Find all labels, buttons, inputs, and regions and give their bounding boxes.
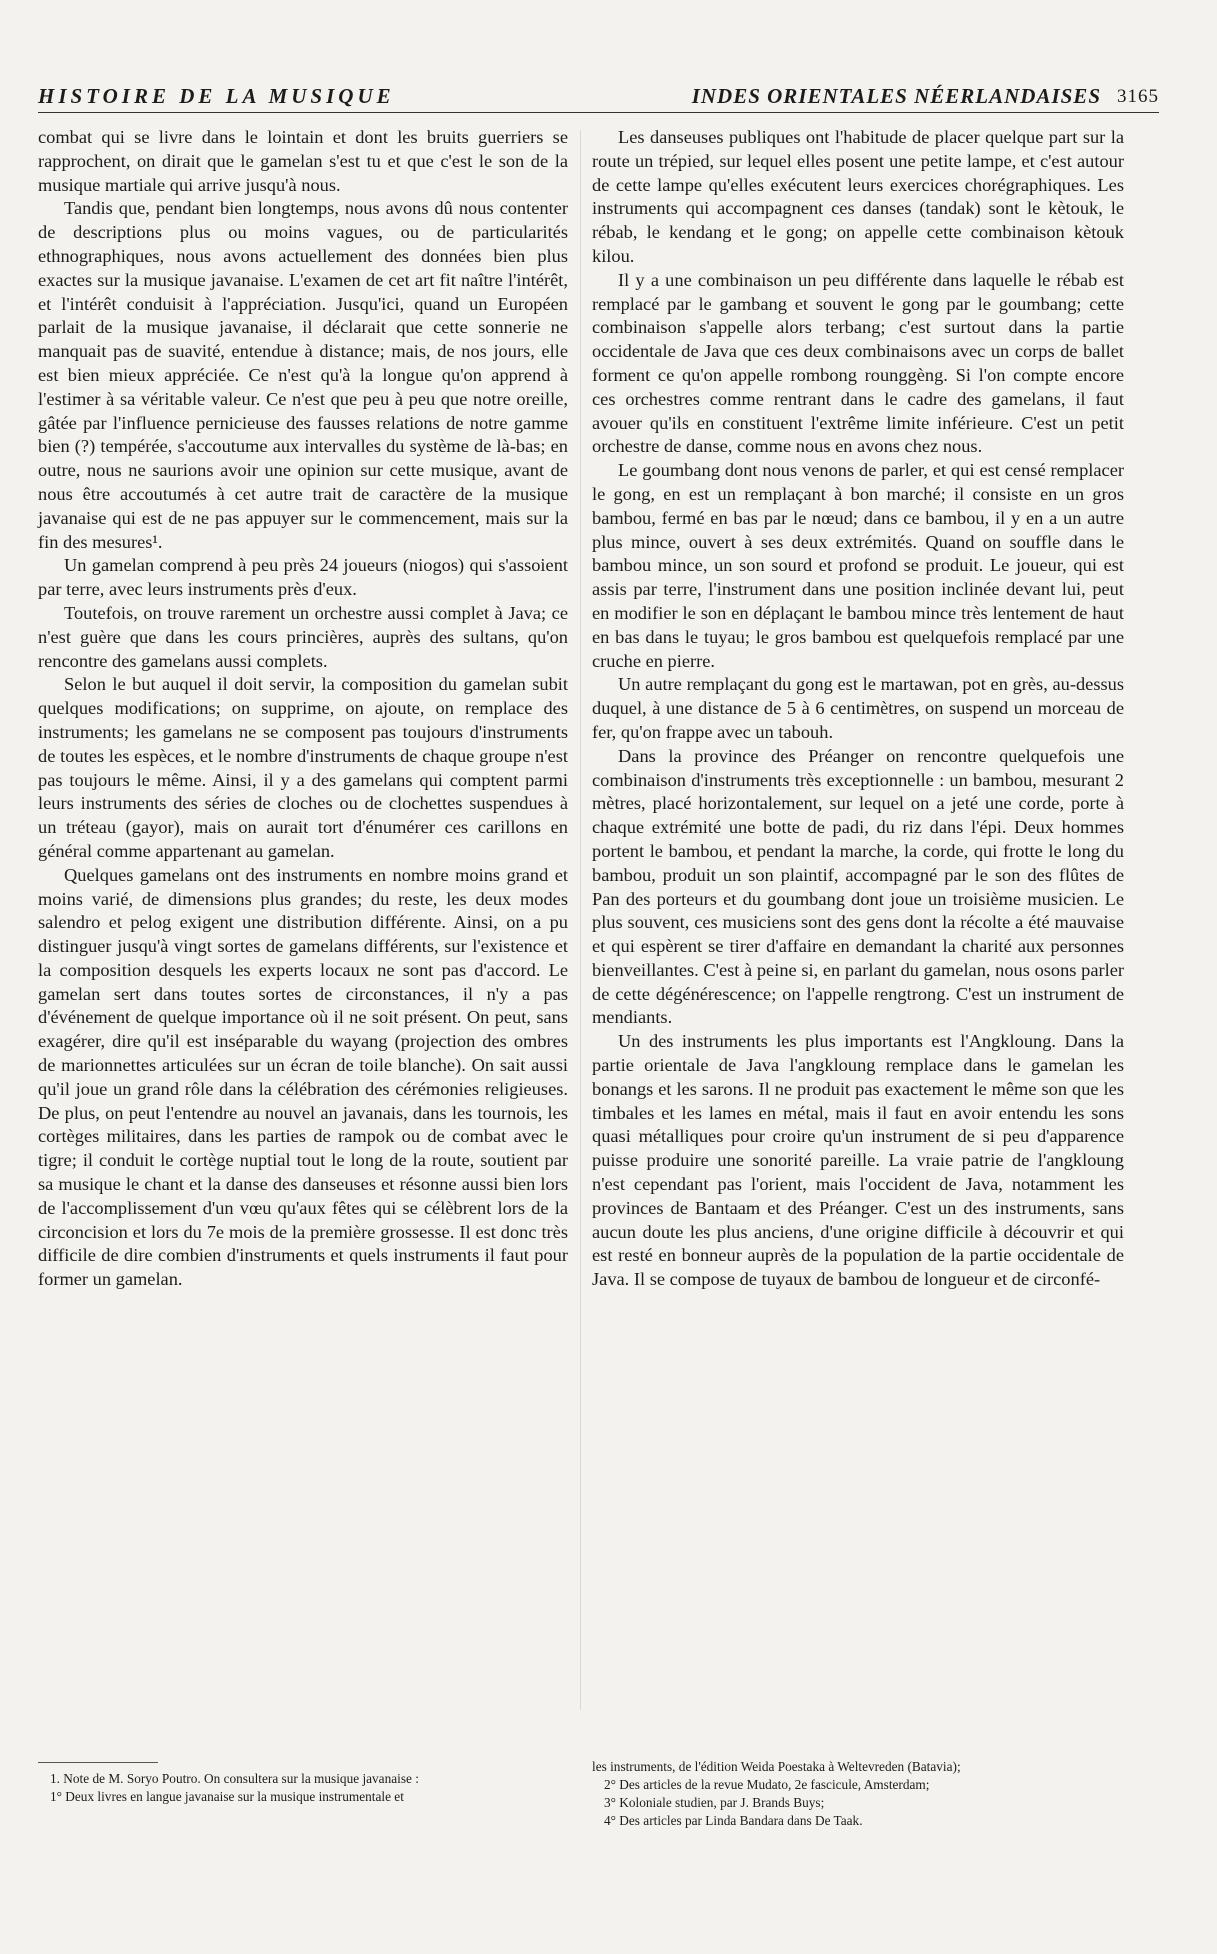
paragraph: Un autre remplaçant du gong est le martawan, pot en grès, au-dessus duquel, à une distance de 5 à 6 centimètres, on suspend un morceau de fer, qu'on frappe avec un tabouh. [592, 674, 1124, 742]
footnote: 2° Des articles de la revue Mudato, 2e fascicule, Amsterdam; [604, 1777, 930, 1792]
page-number: 3165 [1117, 86, 1159, 107]
paragraph: Le goumbang dont nous venons de parler, et qui est censé remplacer le gong, en est un remplaçant à bon marché; il consiste en un gros bambou, fermé en bas par le nœud; dans ce bambou, il y en a un autre plus mince, ouvert à ses deux extrémités. Quand on souffle dans le bambou mince, un son sourd et profond se produit. Le joueur, qui est assis par terre, l'instrument dans une position inclinée devant lui, peut en modifier le son en déplaçant le bambou mince très lentement de haut en bas dans le tuyau; le gros bambou est quelquefois remplacé par une cruche en pierre. [592, 460, 1124, 671]
left-column [38, 126, 568, 1292]
paragraph: Il y a une combinaison un peu différente dans laquelle le rébab est remplacé par le gambang et souvent le gong par le goumbang; cette combinaison s'appelle alors terbang; c'est surtout dans la partie occidentale de Java que ces deux combinaisons avec un corps de ballet forment ce qu'on appelle rombong rounggèng. Si l'on compte encore ces orchestres comme rentrant dans le cadre des gamelans, il faut avouer qu'ils en constituent l'extrême limite inférieure. C'est un petit orchestre de danse, comme nous en avons chez nous. [592, 269, 1124, 457]
footnote-separator [38, 1762, 158, 1763]
column-divider [580, 130, 581, 1710]
paragraph: Toutefois, on trouve rarement un orchestre aussi complet à Java; ce n'est guère que dans les cours princières, auprès des sultans, qu'on rencontre des gamelans aussi complets. [38, 602, 568, 671]
paragraph: Un gamelan comprend à peu près 24 joueurs (niogos) qui s'assoient par terre, avec leurs instruments près d'eux. [38, 555, 568, 600]
footnote: 1. Note de M. Soryo Poutro. On consultera sur la musique javanaise : [50, 1771, 419, 1786]
footnote: 1° Deux livres en langue javanaise sur la musique instrumentale et [50, 1789, 404, 1804]
footnotes-left [38, 1770, 568, 1806]
paragraph: combat qui se livre dans le lointain et dont les bruits guerriers se rapprochent, on dirait que le gamelan s'est tu et que c'est le son de la musique martiale qui arrive jusqu'à nous. [38, 127, 568, 195]
footnote: 3° Koloniale studien, par J. Brands Buys; [604, 1795, 825, 1810]
paragraph: Quelques gamelans ont des instruments en nombre moins grand et moins varié, de dimensions plus grandes; du reste, les deux modes salendro et pelog exigent une distribution différente. Ainsi, on a pu distinguer jusqu'à vingt sortes de gamelans différents, sur l'existence et la composition desquels les experts locaux ne sont pas d'accord. Le gamelan sert dans toutes sortes de circonstances, il n'y a pas d'événement de quelque importance où il ne soit présent. On peut, sans exagérer, dire qu'il est inséparable du wayang (projection des ombres de marionnettes articulées sur un écran de toile blanche). On sait aussi qu'il joue un grand rôle dans la célébration des cérémonies religieuses. De plus, on peut l'entendre au nouvel an javanais, dans les tournois, les cortèges militaires, dans les parties de rampok ou de combat avec le tigre; il conduit le cortège nuptial tout le long de la route, soutient par sa musique le chant et la danse des danseuses et résonne aussi bien lors de l'accomplissement d'un vœu qu'aux fêtes qui se célèbrent lors de la circoncision et lors du 7e mois de la première grossesse. Il est donc très difficile de dire combien d'instruments et quels instruments il faut pour former un gamelan. [38, 864, 568, 1290]
footnote: les instruments, de l'édition Weida Poestaka à Weltevreden (Batavia); [592, 1759, 961, 1774]
header-book-title: HISTOIRE DE LA MUSIQUE [38, 84, 395, 108]
footnote: 4° Des articles par Linda Bandara dans De Taak. [604, 1813, 863, 1828]
paragraph: Un des instruments les plus importants est l'Angkloung. Dans la partie orientale de Java l'angkloung remplace dans le gamelan les bonangs et les sarons. Il ne produit pas exactement le même son que les timbales et les lames en métal, mais il faut en avoir entendu les sons quasi métalliques pour croire qu'un instrument de si peu d'apparence puisse produire une sonorité pareille. La vraie patrie de l'angkloung n'est cependant pas l'orient, mais l'occident de Java, notamment les provinces de Bantaam et des Préanger. C'est un des instruments, sans aucun doute les plus anciens, d'une origine difficile à découvrir et qui est resté en bonneur auprès de la population de la partie occidentale de Java. Il se compose de tuyaux de bambou de longueur et de circonfé- [592, 1031, 1124, 1290]
header-chapter-title: INDES ORIENTALES NÉERLANDAISES [691, 84, 1101, 108]
footnotes-right [592, 1758, 1124, 1830]
paragraph: Les danseuses publiques ont l'habitude de placer quelque part sur la route un trépied, sur lequel elles posent une petite lampe, et c'est autour de cette lampe qu'elles exécutent leurs exercices chorégraphiques. Les instruments qui accompagnent ces danses (tandak) sont le kètouk, le rébab, le kendang et le gong; on appelle cette combinaison kètouk kilou. [592, 127, 1124, 266]
right-column [592, 126, 1124, 1292]
paragraph: Dans la province des Préanger on rencontre quelquefois une combinaison d'instruments très exceptionnelle : un bambou, mesurant 2 mètres, placé horizontalement, sur lequel on a jeté une corde, porte à chaque extrémité une botte de padi, du riz dans l'épi. Deux hommes portent le bambou, et pendant la marche, la corde, qui frotte le long du bambou, produit un son plaintif, accompagné par le son des flûtes de Pan des porteurs et du goumbang dont joue un troisième musicien. Le plus souvent, ces musiciens sont des gens dont la récolte a été mauvaise et qui espèrent se tirer d'affaire en demandant la charité aux personnes bienveillantes. C'est à peine si, en parlant du gamelan, nous osons parler de cette dégénérescence; on l'appelle rengtrong. C'est un instrument de mendiants. [592, 745, 1124, 1028]
paragraph: Tandis que, pendant bien longtemps, nous avons dû nous contenter de descriptions plus ou moins vagues, ou de particularités ethnographiques, nous avons actuellement des données bien plus exactes sur la musique javanaise. L'examen de cet art fit naître l'intérêt, et l'intérêt conduisit à l'appréciation. Jusqu'ici, quand un Européen parlait de la musique javanaise, il déclarait que cette sonnerie ne manquait pas de suavité, entendue à distance; mais, de nos jours, elle est bien mieux appréciée. Ce n'est qu'à la longue qu'on apprend à l'estimer à sa véritable valeur. Ce n'est que peu à peu que notre oreille, gâtée par l'influence pernicieuse des fausses relations de notre gamme bien (?) tempérée, s'accoutume aux intervalles du système de là-bas; en outre, nous ne saurions avoir une opinion sur cette musique, avant de nous être accoutumés à cet autre trait de caractère de la musique javanaise qui est de ne pas appuyer sur le commencement, mais sur la fin des mesures¹. [38, 198, 568, 552]
paragraph: Selon le but auquel il doit servir, la composition du gamelan subit quelques modifications; on supprime, on ajoute, on remplace des instruments; les gamelans ne se composent pas toujours d'instruments de toutes les espèces, et le nombre d'instruments de chaque groupe n'est pas toujours le même. Ainsi, il y a des gamelans qui comptent parmi leurs instruments des séries de cloches ou de clochettes suspendues à un tréteau (gayor), mais on aurait tort d'énumérer ces carillons en général comme appartenant au gamelan. [38, 674, 568, 861]
running-head [38, 84, 1159, 113]
